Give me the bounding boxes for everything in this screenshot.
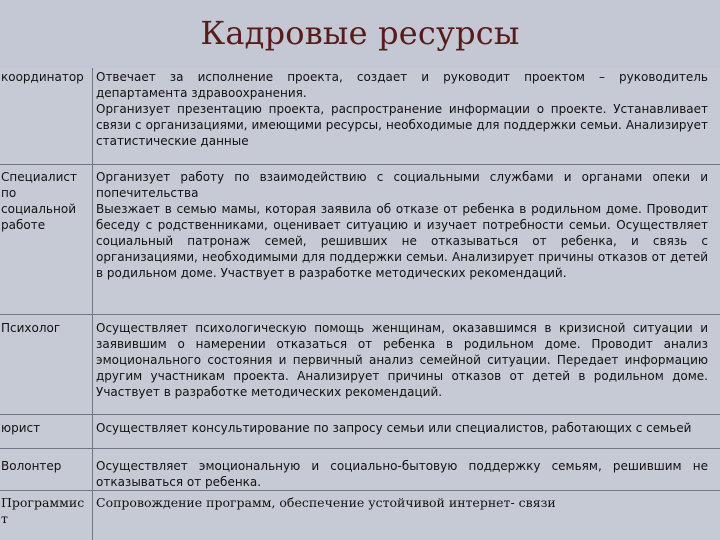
- description-paragraph: Сопровождение программ, обеспечение устойчивой интернет- связи: [96, 495, 556, 510]
- table-row: [0, 449, 720, 491]
- description-cell: [96, 420, 708, 436]
- title-band: [0, 0, 720, 69]
- role-cell: Специалист по социальной работе: [1, 170, 77, 232]
- description-paragraph: Организует работу по взаимодействию с социальными службами и органами опеки и попечительства: [96, 170, 708, 200]
- slide-title: Кадровые ресурсы: [200, 14, 520, 52]
- description-cell: [96, 169, 708, 281]
- description-paragraph: Отвечает за исполнение проекта, создает и руководит проектом – руководитель департамента здравоохранения.: [96, 70, 708, 100]
- table-row: [0, 68, 720, 165]
- description-paragraph: Организует презентацию проекта, распространение информации о проекте. Устанавливает связи с организациями, имеющими ресурсы, необходимые для поддержки семьи. Анализирует статистические данные: [96, 102, 708, 148]
- description-paragraph: Осуществляет эмоциональную и социально-бытовую поддержку семьям, решившим не отказываться от ребенка.: [96, 459, 708, 489]
- description-cell: [96, 458, 708, 490]
- description-paragraph: Осуществляет консультирование по запросу семьи или специалистов, работающих с семьей: [96, 421, 692, 435]
- description-cell: [96, 495, 708, 511]
- table-row: [0, 491, 720, 540]
- table-row: [0, 165, 720, 315]
- role-cell: юрист: [1, 421, 41, 435]
- role-cell: координатор: [1, 70, 84, 84]
- column-divider: [92, 68, 93, 540]
- description-paragraph: Осуществляет психологическую помощь женщинам, оказавшимся в кризисной ситуации и заявившим о намерении отказаться от ребенка в родильном доме. Проводит анализ эмоционального состояния и первичный анализ семейной ситуации. Передает информацию другим участникам проекта. Анализирует причины отказов от детей в родильном доме. Участвует в разработке методических рекомендаций.: [96, 321, 708, 399]
- role-cell: Программист: [1, 495, 85, 526]
- table-row: [0, 415, 720, 449]
- description-cell: [96, 69, 708, 149]
- table-row: [0, 315, 720, 415]
- role-cell: Волонтер: [1, 459, 62, 473]
- description-cell: [96, 320, 708, 400]
- description-paragraph: Выезжает в семью мамы, которая заявила об отказе от ребенка в родильном доме. Проводит беседу с родственниками, оценивает ситуацию и изучает потребности семьи. Осуществляет социальный патронаж семей, решивших не отказываться от ребенка, и связь с организациями, необходимыми для поддержки семьи. Анализирует причины отказов от детей в родильном доме. Участвует в разработке методических рекомендаций.: [96, 202, 708, 280]
- role-cell: Психолог: [1, 321, 61, 335]
